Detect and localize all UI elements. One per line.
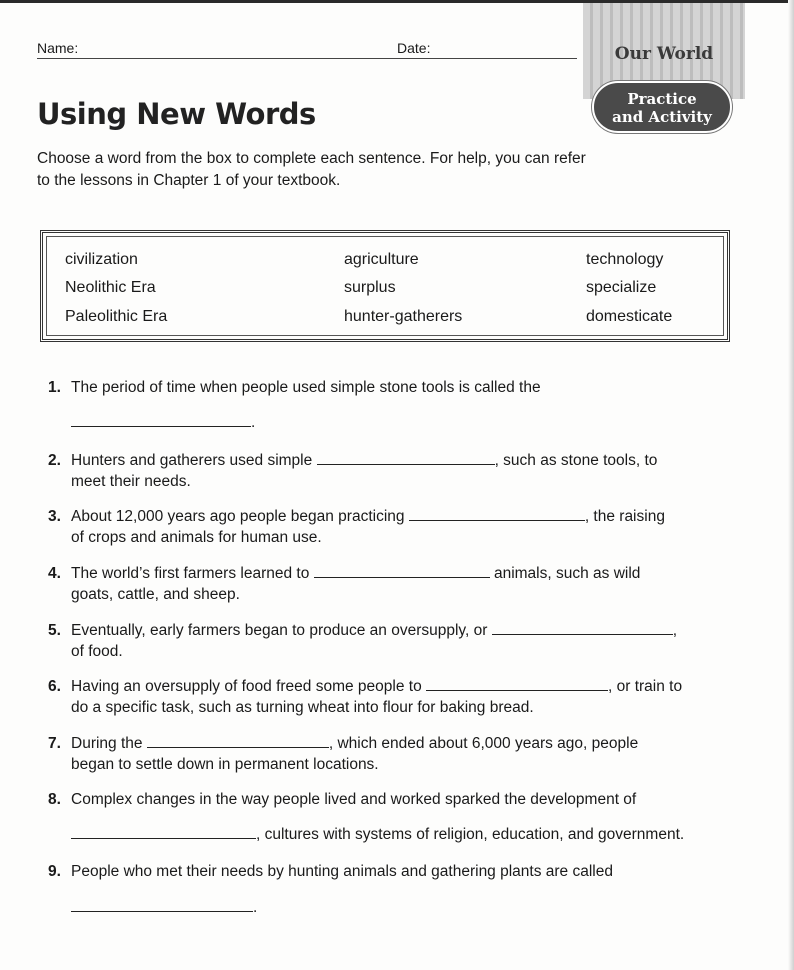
answer-blank[interactable] [492,620,673,635]
word-item: specialize [586,279,657,296]
date-label: Date: [397,40,431,56]
question-text: began to settle down in permanent locations. [71,756,379,773]
instructions-line-1: Choose a word from the box to complete each sentence. For help, you can refer [37,150,586,167]
question-5 [48,620,748,662]
question-text: People who met their needs by hunting animals and gathering plants are called [71,863,613,880]
question-text: Hunters and gatherers used simple [71,452,313,469]
question-text: . [251,414,256,431]
answer-blank[interactable] [71,897,253,912]
answer-blank[interactable] [71,824,256,839]
question-text: Complex changes in the way people lived and worked sparked the development of [71,791,637,808]
question-text: About 12,000 years ago people began practicing [71,508,405,525]
name-label: Name: [37,40,79,56]
badge-line-1: Practice [627,90,697,108]
answer-blank[interactable] [426,676,608,691]
question-number: 1. [48,379,61,396]
question-text: , or train to [608,678,683,695]
answer-blank[interactable] [317,450,495,465]
answer-blank[interactable] [314,563,490,578]
question-7 [48,733,748,775]
question-number: 5. [48,622,61,639]
question-text: Eventually, early farmers began to produce an oversupply, or [71,622,488,639]
instructions-line-2: to the lessons in Chapter 1 of your textbook. [37,172,341,189]
question-text: The world’s first farmers learned to [71,565,310,582]
question-text: The period of time when people used simple stone tools is called the [71,379,541,396]
question-4 [48,563,748,605]
question-number: 4. [48,565,61,582]
question-text: During the [71,735,143,752]
practice-activity-badge [592,81,732,133]
word-box-inner [46,236,724,336]
answer-blank[interactable] [409,506,585,521]
word-item: civilization [65,251,138,268]
question-text: . [253,899,258,916]
question-2 [48,450,748,492]
question-text: , which ended about 6,000 years ago, people [328,735,639,752]
question-text: , the raising [584,508,665,525]
badge-line-2: and Activity [612,108,712,126]
question-6 [48,676,748,718]
word-item: hunter-gatherers [344,308,463,325]
question-number: 3. [48,508,61,525]
question-8 [48,789,748,810]
question-text: , such as stone tools, to [494,452,658,469]
answer-blank[interactable] [147,733,329,748]
question-text: do a specific task, such as turning wheat into flour for baking bread. [71,699,534,716]
question-text: of food. [71,643,123,660]
word-item: technology [586,251,664,268]
question-number: 8. [48,791,61,808]
page-edge-shadow [788,0,794,970]
word-item: agriculture [344,251,419,268]
question-text: animals, such as wild [493,565,641,582]
question-number: 9. [48,863,61,880]
question-9 [48,861,748,882]
question-text: , [672,622,678,639]
question-text: goats, cattle, and sheep. [71,586,240,603]
question-text: of crops and animals for human use. [71,529,322,546]
question-1-answer [48,412,748,433]
question-3 [48,506,748,548]
question-9-answer [48,897,748,918]
question-1 [48,377,748,398]
word-item: surplus [344,279,396,296]
word-item: domesticate [586,308,673,325]
question-number: 2. [48,452,61,469]
word-item: Neolithic Era [65,279,156,296]
question-number: 6. [48,678,61,695]
name-date-line [37,58,577,59]
answer-blank[interactable] [71,412,251,427]
name-date-row [37,40,577,60]
question-text: , cultures with systems of religion, education, and government. [256,826,685,843]
question-8-answer [48,824,748,845]
question-number: 7. [48,735,61,752]
word-box [40,230,730,342]
question-text: Having an oversupply of food freed some people to [71,678,422,695]
question-text: meet their needs. [71,473,191,490]
word-item: Paleolithic Era [65,308,168,325]
instructions [37,148,677,192]
series-title: Our World [614,44,714,64]
page-title: Using New Words [37,97,316,131]
